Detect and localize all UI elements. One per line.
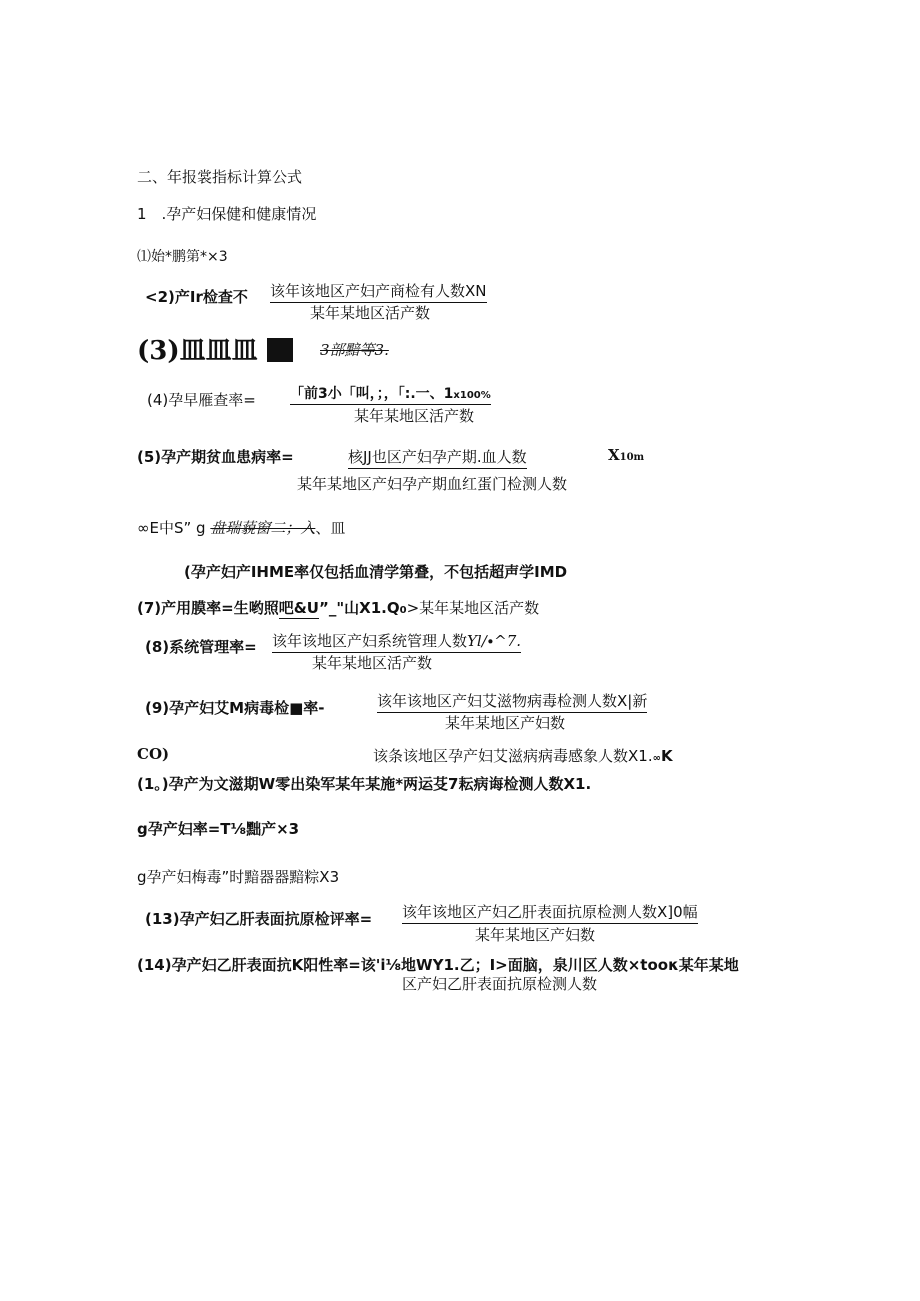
formula-5-denominator: 某年某地区产妇孕产期血红蛋门检测人数 xyxy=(297,475,568,493)
formula-4-numerator-pct: x100% xyxy=(453,390,491,401)
formula-4-numerator xyxy=(290,383,491,405)
formula-8-numerator-tail: Yl∕∙^7. xyxy=(467,632,522,650)
formula-8-denominator: 某年某地区活产数 xyxy=(312,654,433,672)
formula-12b: g孕产妇梅毒”时黯器器黯粽X3 xyxy=(137,868,340,886)
formula-7-label: (7)产用膜率=生哟照 xyxy=(137,599,279,617)
formula-13-denominator: 某年某地区产妇数 xyxy=(475,926,596,944)
section-heading: 二、年报裳指标计算公式 xyxy=(137,168,303,186)
formula-4-label: (4)孕早雁查率= xyxy=(147,391,256,409)
formula-10-label: CO) xyxy=(137,745,170,763)
formula-10-sub: ∞ xyxy=(652,753,661,764)
formula-13-numerator: 该年该地区产妇乙肝表面抗原检测人数X]0幅 xyxy=(402,901,698,924)
formula-3-label xyxy=(137,330,293,367)
formula-2-label: <2)产Ir检查不 xyxy=(145,288,248,306)
formula-10-numerator xyxy=(373,745,673,766)
formula-9-label: (9)孕产妇艾M病毒检■率- xyxy=(145,699,325,717)
formula-5-x: X xyxy=(608,446,620,464)
formula-11: (1。)孕产为文滋期W零出染军某年某施*两运芟7耘病诲检测人数X1. xyxy=(137,775,592,793)
formula-7-tail: ”_"山X1.Q xyxy=(318,599,400,617)
formula-7-sub: 0 xyxy=(399,605,407,616)
formula-7-end: >某年某地区活产数 xyxy=(406,599,540,617)
formula-8-numerator-main: 该年该地区产妇系统管理人数 xyxy=(272,632,468,650)
formula-4-numerator-main: 「前3小「叫，；，「:.一、1 xyxy=(290,386,454,402)
formula-9-denominator: 某年某地区产妇数 xyxy=(445,714,566,732)
formula-5-x-sub: 10m xyxy=(619,452,645,463)
formula-14-line1: (14)孕产妇乙肝表面抗K阳性率=该'i⅛地WY1.乙；I>面脑，泉川区人数×tooκ某年某地 xyxy=(137,956,739,974)
formula-5-multiplier xyxy=(608,446,644,464)
formula-2-denominator: 某年某地区活产数 xyxy=(310,304,431,322)
formula-12: g孕产妇率=T⅛黜产×3 xyxy=(137,820,300,838)
formula-3-text: (3)皿皿皿 xyxy=(137,336,258,366)
formula-6-strike: 盘瑞藐窗二；入 xyxy=(210,519,316,537)
formula-5-numerator: 核JJ也区产妇孕产期.血人数 xyxy=(348,446,527,469)
formula-6 xyxy=(137,517,345,538)
formula-7 xyxy=(137,597,539,618)
formula-7-mid: 吧&U xyxy=(278,599,319,617)
formula-4-denominator: 某年某地区活产数 xyxy=(354,407,475,425)
formula-8-numerator xyxy=(272,630,521,653)
redacted-block xyxy=(267,338,293,362)
formula-14-line2: 区产妇乙肝表面抗原检测人数 xyxy=(402,975,598,993)
formula-6-label: ∞E中S” g xyxy=(137,519,206,537)
formula-10-numerator-main: 该条该地区孕产妇艾滋病病毒感象人数X1. xyxy=(373,747,653,765)
formula-1: ⑴始*鹏第*×3 xyxy=(137,249,228,265)
formula-10-end: K xyxy=(660,747,673,765)
formula-9-numerator: 该年该地区产妇艾滋物病毒检测人数X|新 xyxy=(377,690,647,713)
formula-2-numerator: 该年该地区产妇产商检有人数XN xyxy=(270,280,487,303)
subsection-title: 1 .孕产妇保健和健康情况 xyxy=(137,205,317,223)
formula-6-tail: 、皿 xyxy=(315,519,346,537)
formula-8-label: (8)系统管理率= xyxy=(145,638,257,656)
formula-5-label: (5)孕产期贫血患病率= xyxy=(137,448,294,466)
formula-3-strike: 3部黯等3. xyxy=(320,341,389,359)
formula-13-label: (13)孕产妇乙肝表面抗原检评率= xyxy=(145,910,373,928)
note-text: (孕产妇产IHME率仅包括血清学第叠，不包括超声学IMD xyxy=(184,563,568,581)
